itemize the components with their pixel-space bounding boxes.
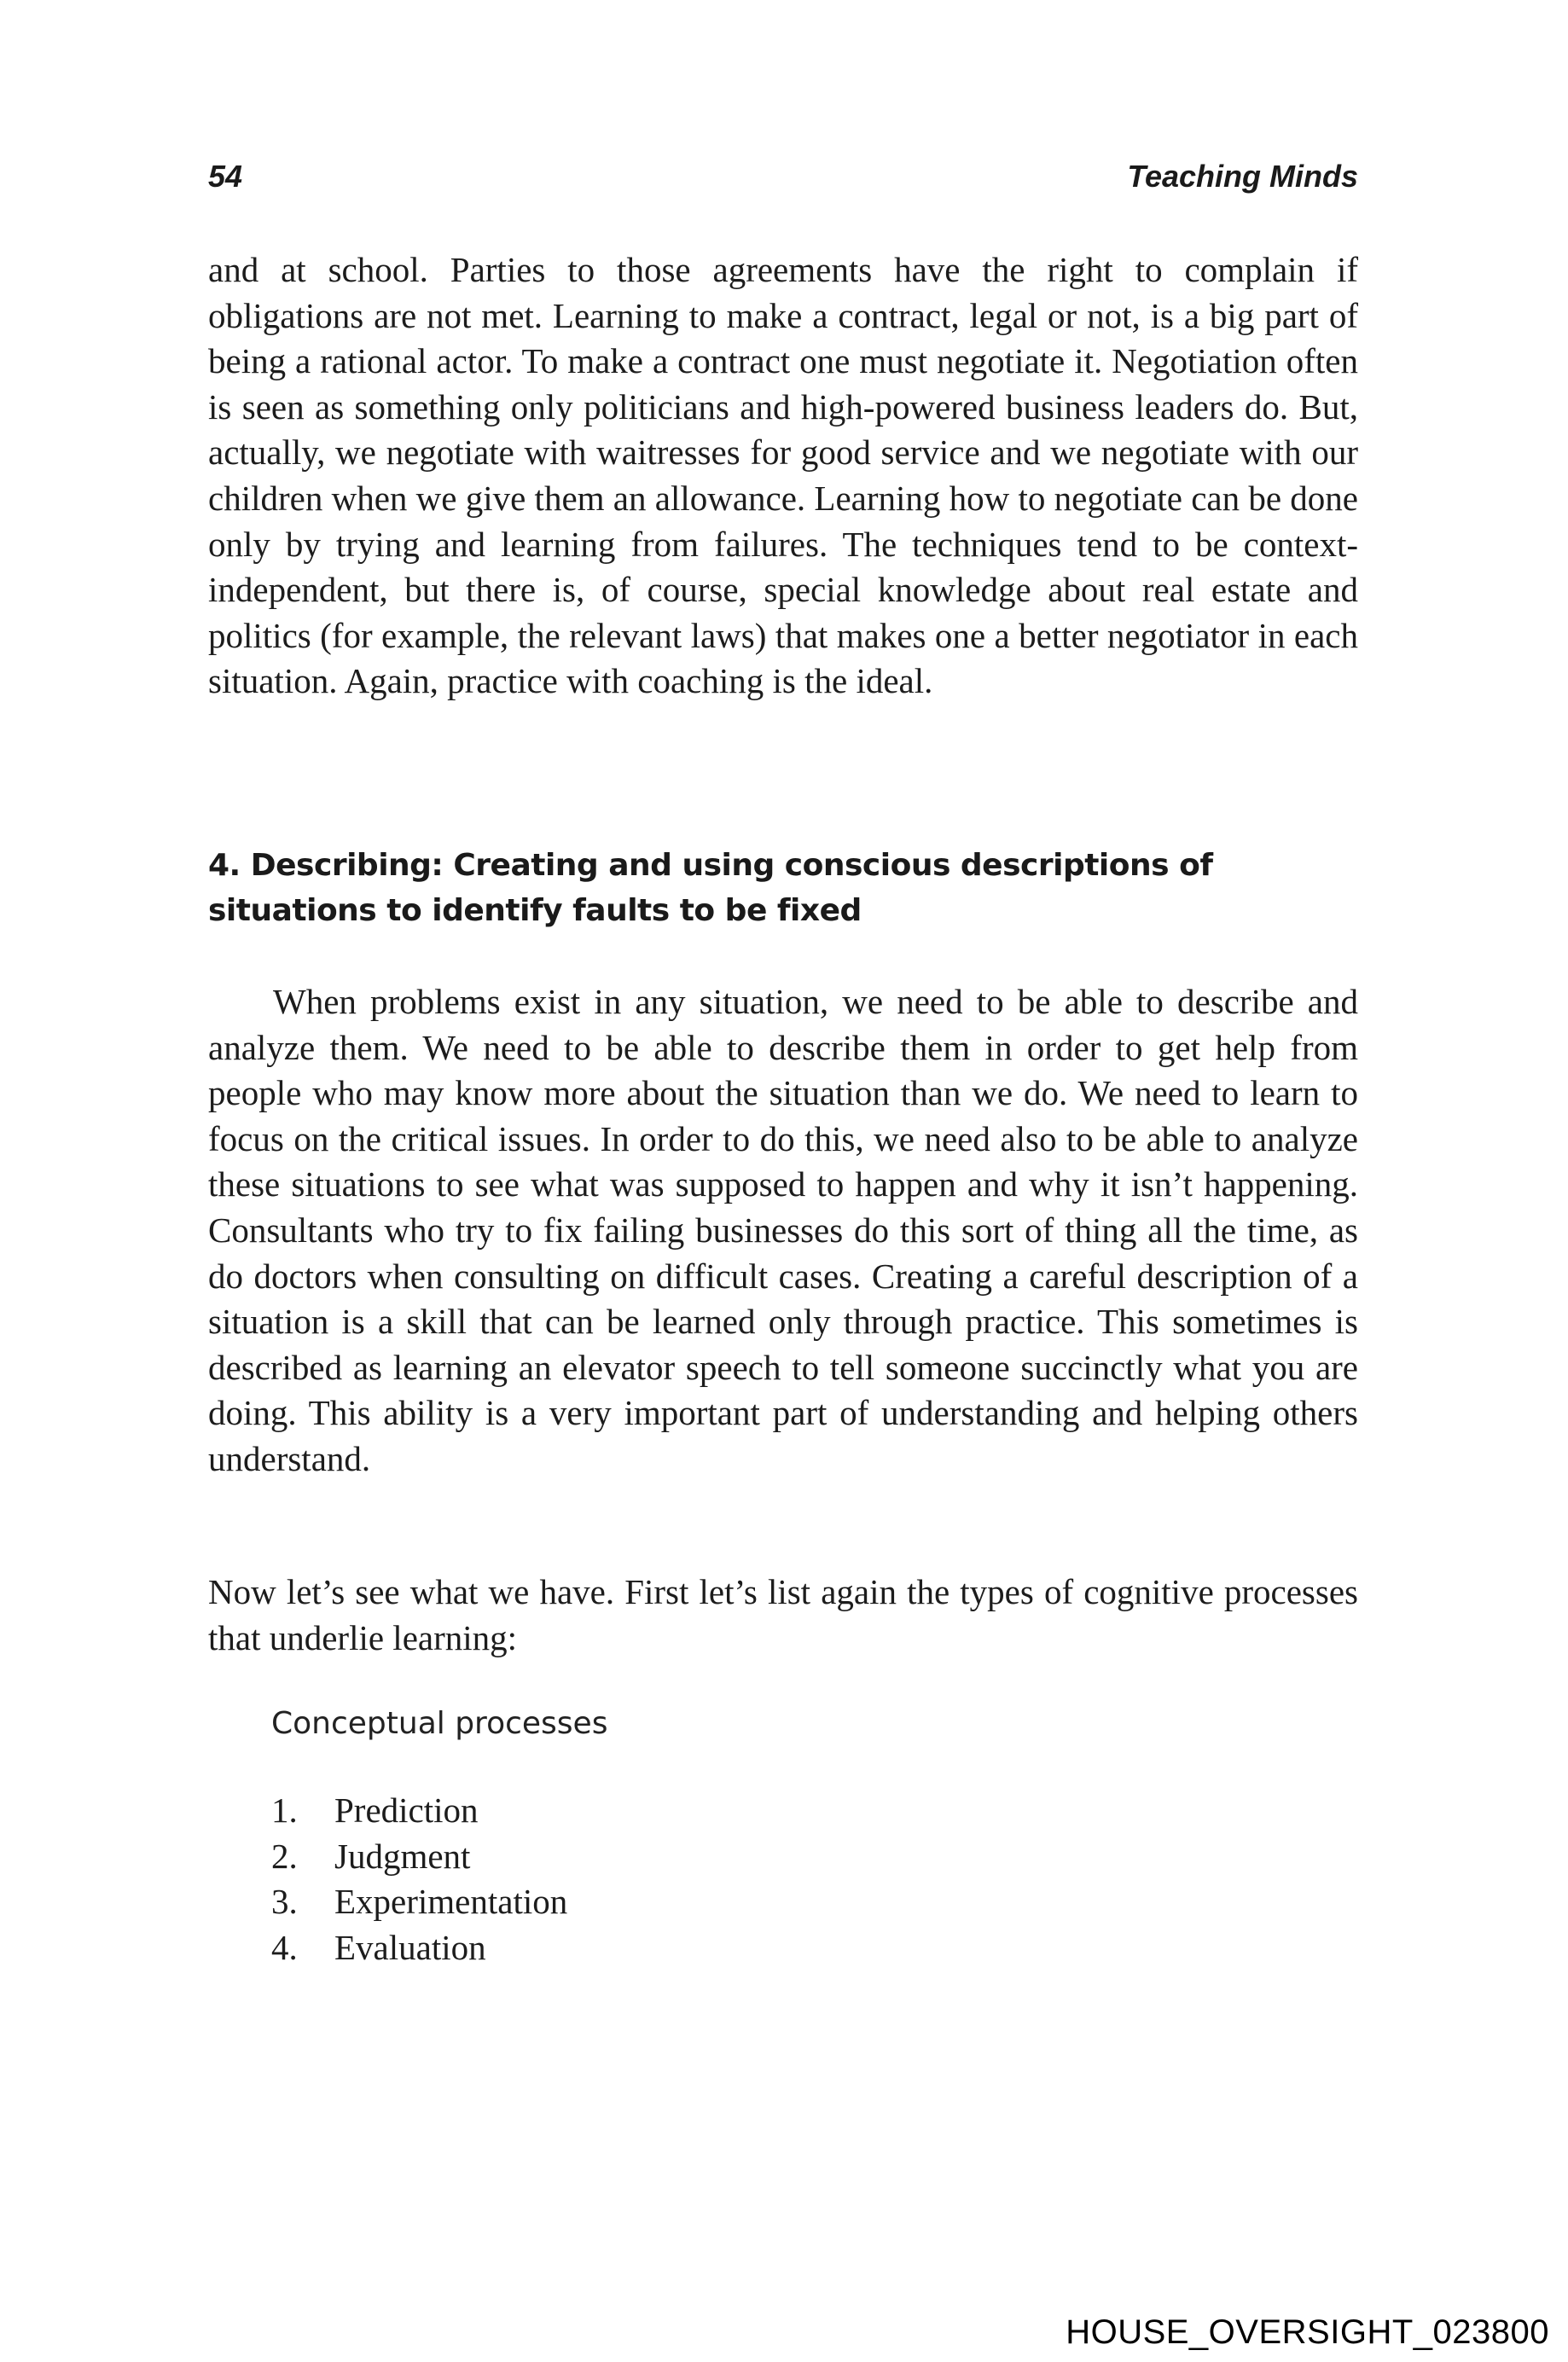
paragraph-summary-intro <box>208 1570 1358 1661</box>
section-heading <box>208 843 1358 933</box>
list-item: 1. Prediction <box>271 1788 567 1834</box>
list-label: Conceptual processes <box>271 1706 608 1741</box>
list-item: 4. Evaluation <box>271 1925 567 1971</box>
section-heading-line-1: 4. Describing: Creating and using conscious descriptions of <box>208 848 1213 883</box>
bates-stamp: HOUSE_OVERSIGHT_023800 <box>1066 2313 1549 2351</box>
paragraph-text: and at school. Parties to those agreements have the right to complain if obligations are not met. Learning to make a contract, legal or not, is a big part of being a rational actor. To make a contract one must negotiate it. Negotiation often is seen as something only politicians and high-powered business leaders do. But, actually, we negotiate with waitresses for good service and we negotiate with our children when we give them an allowance. Learning how to negotiate can be done only by trying and learning from failures. The techniques tend to be context-independent, but there is, of course, special knowledge about real estate and politics (for example, the relevant laws) that makes one a better negotiator in each situation. Again, practice with coaching is the ideal. <box>208 250 1358 701</box>
list-item-label: Judgment <box>334 1836 471 1876</box>
paragraph-negotiation <box>208 247 1358 705</box>
list-item-label: Prediction <box>334 1790 479 1830</box>
paragraph-describing <box>208 979 1358 1483</box>
book-title: Teaching Minds <box>1127 159 1358 194</box>
section-heading-line-2: situations to identify faults to be fixed <box>208 893 862 928</box>
paragraph-text: When problems exist in any situation, we need to be able to describe and analyze them. We need to be able to describe them in order to get help from people who may know more about the situation than we do. We need to learn to focus on the critical issues. In order to do this, we need also to be able to analyze these situations to see what was supposed to happen and why it isn’t happening. Consultants who try to fix failing businesses do this sort of thing all the time, as do doctors when consulting on difficult cases. Creating a careful description of a situation is a skill that can be learned only through practice. This sometimes is described as learning an elevator speech to tell someone succinctly what you are doing. This ability is a very important part of understanding and helping others understand. <box>208 982 1358 1478</box>
page-number: 54 <box>208 159 243 194</box>
running-head <box>208 159 1358 201</box>
list-item: 2. Judgment <box>271 1834 567 1880</box>
paragraph-text: Now let’s see what we have. First let’s list again the types of cognitive processes that underlie learning: <box>208 1572 1358 1657</box>
conceptual-processes-list <box>271 1788 567 1970</box>
list-item-label: Experimentation <box>334 1882 568 1922</box>
list-item-label: Evaluation <box>334 1927 486 1967</box>
list-item: 3. Experimentation <box>271 1879 567 1925</box>
